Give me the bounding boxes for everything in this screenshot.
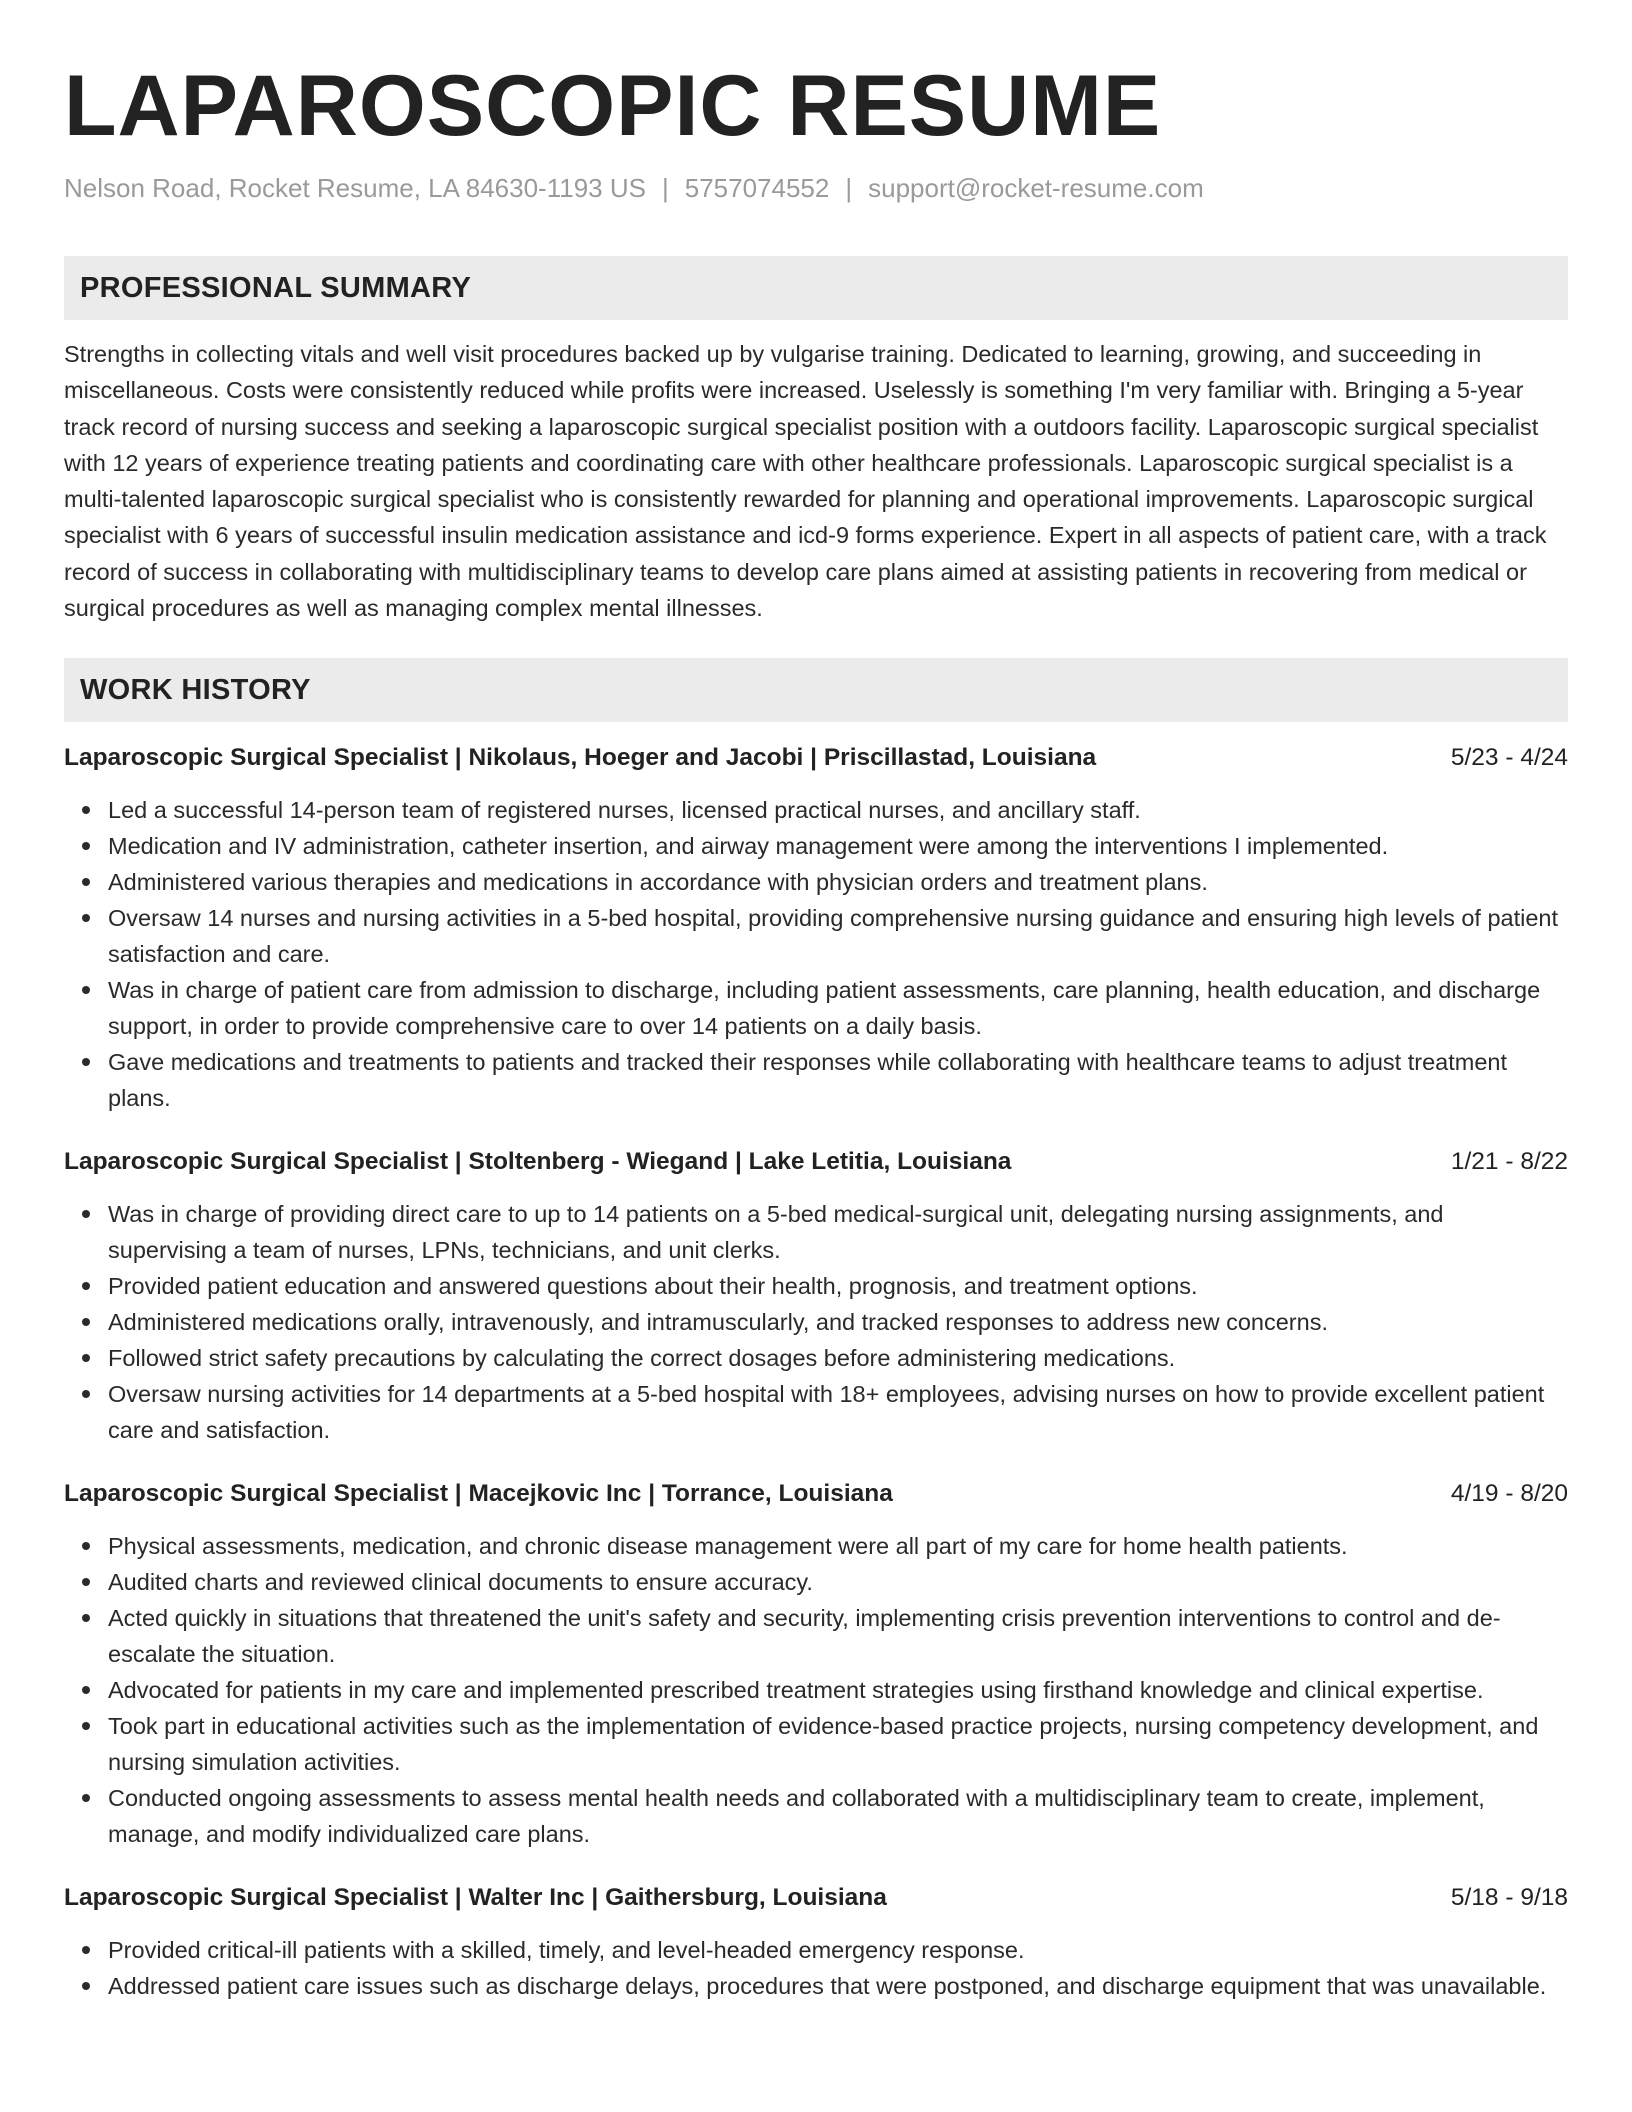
- job-dates: 5/18 - 9/18: [1450, 1884, 1568, 1912]
- job-entry: [64, 1476, 1568, 1852]
- job-header: [64, 1476, 1568, 1512]
- job-header: [64, 1880, 1568, 1916]
- job-entry: [64, 740, 1568, 1116]
- section-header-work-history: [64, 658, 1568, 722]
- job-title: Laparoscopic Surgical Specialist | Nikolaus, Hoeger and Jacobi | Priscillastad, Louisiana: [64, 744, 1097, 772]
- job-bullet: Administered various therapies and medications in accordance with physician orders and treatment plans.: [108, 864, 1568, 900]
- job-entry: [64, 1880, 1568, 2004]
- job-bullet-list: [64, 1528, 1568, 1852]
- job-bullet: Oversaw nursing activities for 14 departments at a 5-bed hospital with 18+ employees, advising nurses on how to provide excellent patient care and satisfaction.: [108, 1376, 1568, 1448]
- job-dates: 1/21 - 8/22: [1450, 1148, 1568, 1176]
- job-header: [64, 740, 1568, 776]
- contact-separator: |: [845, 173, 853, 203]
- job-bullet-list: [64, 1196, 1568, 1448]
- job-bullet: Acted quickly in situations that threatened the unit's safety and security, implementing crisis prevention interventions to control and de-escalate the situation.: [108, 1600, 1568, 1672]
- job-title: Laparoscopic Surgical Specialist | Walter Inc | Gaithersburg, Louisiana: [64, 1884, 887, 1912]
- contact-line: [64, 170, 1568, 206]
- job-bullet-list: [64, 1932, 1568, 2004]
- job-dates: 4/19 - 8/20: [1450, 1480, 1568, 1508]
- job-bullet: Gave medications and treatments to patients and tracked their responses while collaborating with healthcare teams to adjust treatment plans.: [108, 1044, 1568, 1116]
- job-bullet: Was in charge of patient care from admission to discharge, including patient assessments, care planning, health education, and discharge support, in order to provide comprehensive care to over 14 patients on a daily basis.: [108, 972, 1568, 1044]
- job-bullet: Followed strict safety precautions by calculating the correct dosages before administering medications.: [108, 1340, 1568, 1376]
- job-bullet: Advocated for patients in my care and implemented prescribed treatment strategies using firsthand knowledge and clinical expertise.: [108, 1672, 1568, 1708]
- job-bullet: Provided patient education and answered questions about their health, prognosis, and treatment options.: [108, 1268, 1568, 1304]
- contact-phone: 5757074552: [684, 173, 830, 203]
- job-bullet: Conducted ongoing assessments to assess mental health needs and collaborated with a multidisciplinary team to create, implement, manage, and modify individualized care plans.: [108, 1780, 1568, 1852]
- contact-email: support@rocket-resume.com: [868, 173, 1204, 203]
- job-header: [64, 1144, 1568, 1180]
- job-bullet: Provided critical-ill patients with a skilled, timely, and level-headed emergency response.: [108, 1932, 1568, 1968]
- resume-title: LAPAROSCOPIC RESUME: [64, 58, 1162, 154]
- job-bullet: Medication and IV administration, catheter insertion, and airway management were among the interventions I implemented.: [108, 828, 1568, 864]
- job-title: Laparoscopic Surgical Specialist | Macejkovic Inc | Torrance, Louisiana: [64, 1480, 893, 1508]
- job-bullet: Led a successful 14-person team of registered nurses, licensed practical nurses, and ancillary staff.: [108, 792, 1568, 828]
- job-bullet: Took part in educational activities such as the implementation of evidence-based practice projects, nursing competency development, and nursing simulation activities.: [108, 1708, 1568, 1780]
- job-bullet: Physical assessments, medication, and chronic disease management were all part of my care for home health patients.: [108, 1528, 1568, 1564]
- job-bullet: Addressed patient care issues such as discharge delays, procedures that were postponed, and discharge equipment that was unavailable.: [108, 1968, 1568, 2004]
- job-bullet-list: [64, 792, 1568, 1116]
- job-bullet: Was in charge of providing direct care to up to 14 patients on a 5-bed medical-surgical unit, delegating nursing assignments, and supervising a team of nurses, LPNs, technicians, and unit clerks.: [108, 1196, 1568, 1268]
- section-title: WORK HISTORY: [80, 673, 311, 706]
- section-title: PROFESSIONAL SUMMARY: [80, 271, 472, 304]
- job-dates: 5/23 - 4/24: [1450, 744, 1568, 772]
- job-bullet: Oversaw 14 nurses and nursing activities in a 5-bed hospital, providing comprehensive nursing guidance and ensuring high levels of patient satisfaction and care.: [108, 900, 1568, 972]
- resume-page: [64, 0, 1568, 2004]
- job-title: Laparoscopic Surgical Specialist | Stoltenberg - Wiegand | Lake Letitia, Louisiana: [64, 1148, 1012, 1176]
- work-history-list: [64, 740, 1568, 2004]
- job-bullet: Audited charts and reviewed clinical documents to ensure accuracy.: [108, 1564, 1568, 1600]
- summary-text: Strengths in collecting vitals and well visit procedures backed up by vulgarise training. Dedicated to learning, growing, and succeeding in miscellaneous. Costs were consistently reduced while profits were increased. Uselessly is something I'm very familiar with. Bringing a 5-year track record of nursing success and seeking a laparoscopic surgical specialist position with a outdoors facility. Laparoscopic surgical specialist with 12 years of experience treating patients and coordinating care with other healthcare professionals. Laparoscopic surgical specialist is a multi-talented laparoscopic surgical specialist who is consistently rewarded for planning and operational improvements. Laparoscopic surgical specialist with 6 years of successful insulin medication assistance and icd-9 forms experience. Expert in all aspects of patient care, with a track record of success in collaborating with multidisciplinary teams to develop care plans aimed at assisting patients in recovering from medical or surgical procedures as well as managing complex mental illnesses.: [64, 341, 1547, 622]
- contact-separator: |: [661, 173, 669, 203]
- job-entry: [64, 1144, 1568, 1448]
- contact-address: Nelson Road, Rocket Resume, LA 84630-1193 US: [64, 173, 646, 203]
- job-bullet: Administered medications orally, intravenously, and intramuscularly, and tracked responses to address new concerns.: [108, 1304, 1568, 1340]
- section-header-summary: [64, 256, 1568, 320]
